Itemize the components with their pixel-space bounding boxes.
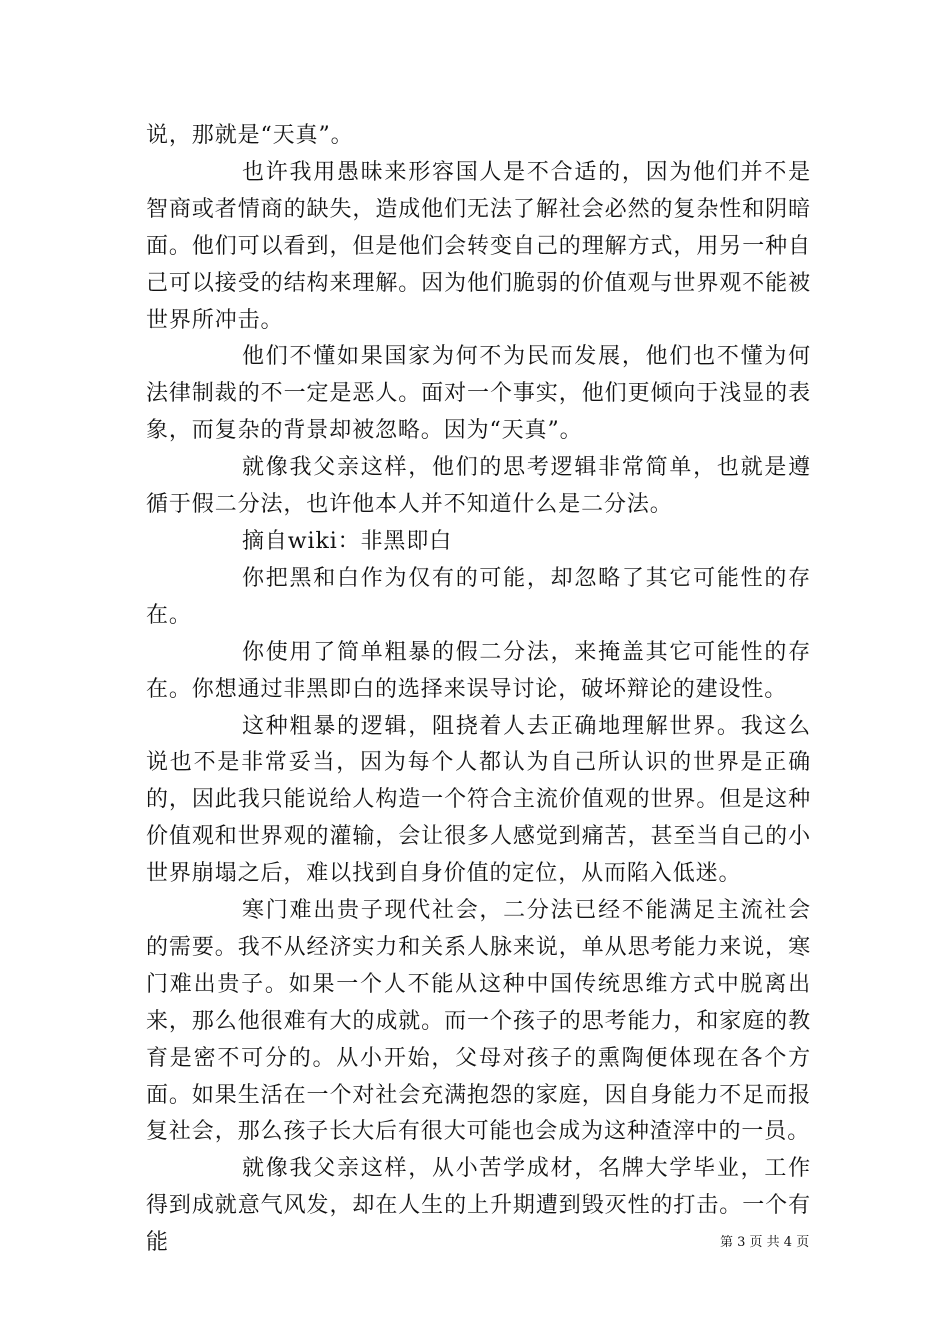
page-number-footer: 第 3 页 共 4 页 xyxy=(720,1235,810,1250)
paragraph-7: 你使用了简单粗暴的假二分法，来掩盖其它可能性的存在。你想通过非黑即白的选择来误导讨论，破坏辩论的建设性。 xyxy=(146,639,811,702)
document-body xyxy=(146,118,811,1262)
paragraph-6: 你把黑和白作为仅有的可能，却忽略了其它可能性的存在。 xyxy=(146,565,811,628)
paragraph-10: 就像我父亲这样，从小苦学成材，名牌大学毕业，工作得到成就意气风发，却在人生的上升期遭到毁灭性的打击。一个有能 xyxy=(146,1156,811,1256)
paragraph-1: 说，那就是“天真”。 xyxy=(146,123,354,148)
paragraph-4: 就像我父亲这样，他们的思考逻辑非常简单，也就是遵循于假二分法，也许他本人并不知道什么是二分法。 xyxy=(146,455,811,518)
paragraph-8: 这种粗暴的逻辑，阻挠着人去正确地理解世界。我这么说也不是非常妥当，因为每个人都认为自己所认识的世界是正确的，因此我只能说给人构造一个符合主流价值观的世界。但是这种价值观和世界观的灌输，会让很多人感觉到痛苦，甚至当自己的小世界崩塌之后，难以找到自身价值的定位，从而陷入低迷。 xyxy=(146,713,811,887)
paragraph-9: 寒门难出贵子现代社会，二分法已经不能满足主流社会的需要。我不从经济实力和关系人脉来说，单从思考能力来说，寒门难出贵子。如果一个人不能从这种中国传统思维方式中脱离出来，那么他很难有大的成就。而一个孩子的思考能力，和家庭的教育是密不可分的。从小开始，父母对孩子的熏陶便体现在各个方面。如果生活在一个对社会充满抱怨的家庭，因自身能力不足而报复社会，那么孩子长大后有很大可能也会成为这种渣滓中的一员。 xyxy=(146,898,811,1145)
paragraph-3: 他们不懂如果国家为何不为民而发展，他们也不懂为何法律制裁的不一定是恶人。面对一个事实，他们更倾向于浅显的表象，而复杂的背景却被忽略。因为“天真”。 xyxy=(146,344,811,444)
paragraph-2: 也许我用愚昧来形容国人是不合适的，因为他们并不是智商或者情商的缺失，造成他们无法了解社会必然的复杂性和阴暗面。他们可以看到，但是他们会转变自己的理解方式，用另一种自己可以接受的结构来理解。因为他们脆弱的价值观与世界观不能被世界所冲击。 xyxy=(146,159,811,333)
paragraph-5-quote-source: 摘自wiki：非黑即白 xyxy=(242,528,453,554)
